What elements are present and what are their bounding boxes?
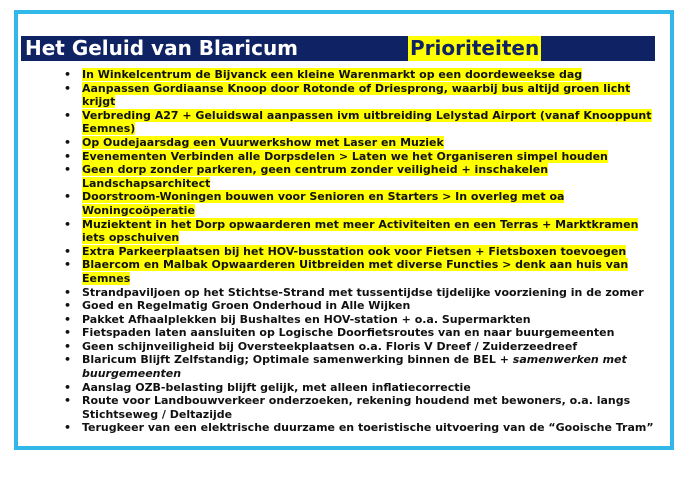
list-item bbox=[60, 326, 660, 340]
list-item-text: Blaricum Blijft Zelfstandig; Optimale samenwerking binnen de BEL + bbox=[82, 353, 513, 367]
list-item bbox=[60, 245, 660, 259]
list-item-text: Strandpaviljoen op het Stichtse-Strand met tussentijdse tijdelijke voorziening in de zomer bbox=[82, 285, 644, 299]
list-item bbox=[60, 313, 660, 327]
bullet-icon: • bbox=[64, 326, 72, 340]
list-item-text: Muziektent in het Dorp opwaarderen met meer Activiteiten en een Terras + Marktkramen iets opschuiven bbox=[82, 217, 639, 245]
bullet-icon: • bbox=[64, 258, 72, 272]
list-item-text: Fietspaden laten aansluiten op Logische Doorfietsroutes van en naar buurgemeenten bbox=[82, 326, 615, 340]
bullet-icon: • bbox=[64, 380, 72, 394]
list-item bbox=[60, 68, 660, 82]
bullet-icon: • bbox=[64, 163, 72, 177]
bullet-icon: • bbox=[64, 108, 72, 122]
bullet-icon: • bbox=[64, 190, 72, 204]
priority-list bbox=[60, 68, 660, 435]
list-item-text: In Winkelcentrum de Bijvanck een kleine Warenmarkt op een doordeweekse dag bbox=[82, 68, 583, 81]
list-item bbox=[60, 82, 660, 109]
list-item bbox=[60, 353, 660, 380]
list-item-text: Verbreding A27 + Geluidswal aanpassen ivm uitbreiding Lelystad Airport (vanaf Knooppunt Eemnes) bbox=[82, 108, 652, 136]
bullet-icon: • bbox=[64, 394, 72, 408]
page-title: Het Geluid van Blaricum bbox=[25, 36, 299, 60]
bullet-icon: • bbox=[64, 135, 72, 149]
bullet-icon: • bbox=[64, 312, 72, 326]
list-item-text: Blaercom en Malbak Opwaarderen Uitbreiden met diverse Functies > denk aan huis van Eemnes bbox=[82, 258, 629, 285]
list-item-italic-text: samenwerken met buurgemeenten bbox=[82, 353, 627, 381]
list-item-text: Extra Parkeerplaatsen bij het HOV-busstation ook voor Fietsen + Fietsboxen toevoegen bbox=[82, 244, 627, 258]
list-item bbox=[60, 163, 660, 190]
list-item-text: Pakket Afhaalplekken bij Bushaltes en HOV-station + o.a. Supermarkten bbox=[82, 312, 531, 326]
list-item bbox=[60, 299, 660, 313]
bullet-icon: • bbox=[64, 68, 72, 81]
bullet-icon: • bbox=[64, 244, 72, 258]
list-item bbox=[60, 381, 660, 395]
bullet-icon: • bbox=[64, 421, 72, 435]
list-item-text: Geen dorp zonder parkeren, geen centrum zonder veiligheid + inschakelen Landschapsarchitect bbox=[82, 163, 549, 190]
list-item bbox=[60, 394, 660, 421]
bullet-icon: • bbox=[64, 299, 72, 313]
list-item bbox=[60, 136, 660, 150]
list-item-text: Goed en Regelmatig Groen Onderhoud in Alle Wijken bbox=[82, 299, 411, 313]
title-bar bbox=[21, 36, 655, 61]
list-item-text: Route voor Landbouwverkeer onderzoeken, rekening houdend met bewoners, o.a. langs Stichtseweg / Deltazijde bbox=[82, 394, 631, 421]
page-subtitle: Prioriteiten bbox=[410, 36, 540, 60]
list-item bbox=[60, 258, 660, 285]
list-item bbox=[60, 190, 660, 217]
bullet-icon: • bbox=[64, 339, 72, 353]
list-item bbox=[60, 340, 660, 354]
bullet-icon: • bbox=[64, 285, 72, 299]
list-item-text: Op Oudejaarsdag een Vuurwerkshow met Laser en Muziek bbox=[82, 135, 444, 149]
list-item-text: Geen schijnveiligheid bij Oversteekplaatsen o.a. Floris V Dreef / Zuiderzeedreef bbox=[82, 339, 578, 353]
list-item bbox=[60, 421, 660, 435]
list-item bbox=[60, 109, 660, 136]
list-item-text: Aanpassen Gordiaanse Knoop door Rotonde of Driesprong, waarbij bus altijd groen licht krijgt bbox=[82, 81, 631, 109]
list-item-text: Evenementen Verbinden alle Dorpsdelen > Laten we het Organiseren simpel houden bbox=[82, 149, 608, 163]
list-item bbox=[60, 218, 660, 245]
list-item-text: Aanslag OZB-belasting blijft gelijk, met alleen inflatiecorrectie bbox=[82, 380, 471, 394]
list-item-text: Doorstroom-Woningen bouwen voor Senioren en Starters > In overleg met oa Woningcoöperatie bbox=[82, 190, 565, 217]
bullet-icon: • bbox=[64, 217, 72, 231]
bullet-icon: • bbox=[64, 81, 72, 95]
list-item-text: Terugkeer van een elektrische duurzame en toeristische uitvoering van de “Gooische Tram” bbox=[82, 421, 654, 435]
list-item bbox=[60, 150, 660, 164]
bullet-icon: • bbox=[64, 353, 72, 367]
bullet-icon: • bbox=[64, 149, 72, 163]
list-item bbox=[60, 286, 660, 300]
